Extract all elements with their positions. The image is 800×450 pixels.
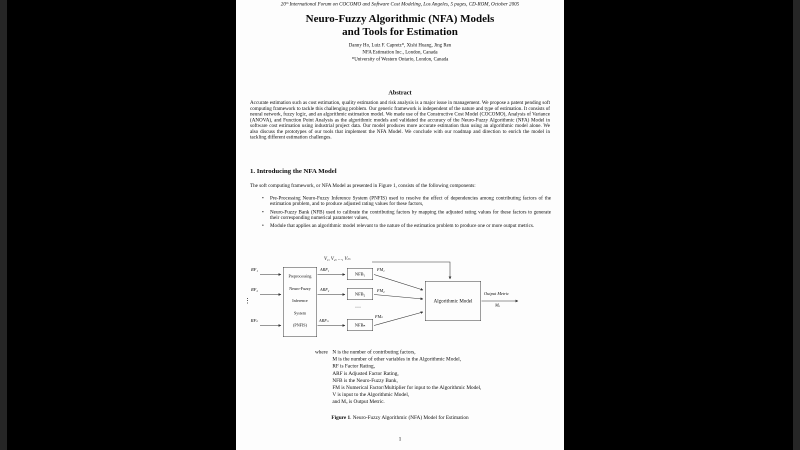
abstract-text: Accurate estimation such as cost estimation, quality estimation and risk analysis is a major issue in management. We propose a patent pending soft computing framework to tackle this challenging problem. Our generic framework is independent of the nature and type of estimation. It consists of neural network, fuzzy logic, and an algorithmic estimation model. We made use of the Constructive Cost Model (COCOMO), Analysis of Variance (ANOVA), and Function Point Analysis as the algorithmic models and validated the accuracy of the Neuro-Fuzzy Algorithmic (NFA) Model in software cost estimation using industrial project data. Our model produces more accurate estimation than using an algorithmic model alone. We also discuss the prototypes of our tools that implement the NFA Model. We conclude with our roadmap and direction to enrich the model in tackling different estimation challenges. (250, 100, 550, 140)
legend-line-arf: ARF is Adjusted Factor Rating, (332, 370, 399, 377)
paper-page-content (236, 0, 564, 450)
bullet-text-module: Module that applies an algorithmic model relevant to the nature of the estimation problem to produce one or more output metrics. (270, 223, 535, 229)
arf1-label: ARF₁ (320, 267, 330, 272)
legend-line-nfb: NFB is the Neuro-Fuzzy Bank, (332, 377, 398, 384)
rf2-label: RF₂ (250, 287, 258, 292)
bullet-item-module (262, 223, 551, 229)
authors-block (236, 42, 564, 63)
paper-title (236, 12, 564, 38)
pnfis-line-5: (PNFIS) (293, 323, 307, 328)
nfb2-box: NFB₂ (347, 288, 373, 300)
pnfis-line-2: Neuro-Fuzzy (289, 286, 311, 291)
legend-line-fm: FM is Numerical Factor/Multiplier for input to the Algorithmic Model, (332, 385, 482, 391)
section-1-heading: 1. Introducing the NFA Model (250, 167, 337, 175)
bullet-text-pnfis: Pre-Processing Neuro-Fuzzy Inference System (PNFIS) used to resolve the effect of dependencies among contributing factors of the estimation problem, and to produce adjusted rating values for these factors, (270, 195, 551, 207)
affiliation-1: NFA Estimation Inc., London, Canada (362, 49, 438, 55)
bullet-item-pnfis (262, 196, 551, 207)
letterbox-left-edge (0, 0, 7, 450)
figure-caption-text: . Neuro-Fuzzy Algorithmic (NFA) Model for Estimation (350, 415, 469, 421)
legend-line-n: N is the number of contributing factors, (332, 349, 416, 355)
bullet-item-nfb (262, 209, 551, 220)
pnfis-line-4: System (293, 310, 307, 316)
page-number: 1 (398, 436, 402, 442)
arfn-label: ARFₙ (319, 318, 329, 323)
nfb1-box: NFB₁ (347, 268, 373, 280)
bullet-marker: • (262, 209, 264, 215)
output-metric-mo-label: Mₒ (495, 302, 500, 308)
abstract-heading: Abstract (388, 89, 412, 96)
bullet-text-nfb: Neuro-Fuzzy Bank (NFB) used to calibrate the contributing factors by mapping the adjusted rating values for these factors to generate their corresponding numerical parameter values, (270, 209, 551, 221)
arf2-label: ARF₂ (320, 287, 330, 292)
figure-1-diagram (236, 252, 564, 344)
paper-title-line-1: Neuro-Fuzzy Algorithmic (NFA) Models (305, 12, 495, 25)
where-word: where (315, 349, 328, 355)
letterbox-right-edge (793, 0, 800, 450)
nfb-ellipsis: … (355, 302, 361, 309)
rfn-label: RFₙ (250, 318, 258, 323)
algorithmic-model-box: Algorithmic Model (425, 281, 481, 321)
legend-line-mo: and Mₒ is Output Metric. (332, 399, 385, 405)
pnfis-line-3: Inference (292, 298, 308, 303)
nfbn-box: NFBₙ (347, 319, 373, 331)
v-inputs-label: V₁, V₂, …, Vₘ (324, 256, 351, 262)
component-bullet-list (262, 196, 551, 232)
bullet-marker: • (262, 223, 264, 229)
figure-caption (236, 415, 564, 421)
fmn-label: FMₙ (375, 314, 383, 319)
affiliation-2: *University of Western Ontario, London, Canada (351, 56, 449, 62)
fm2-label: FM₂ (377, 288, 385, 293)
legend-line-v: V is input to the Algorithmic Model, (332, 392, 410, 398)
rf1-label: RF₁ (250, 267, 258, 272)
legend-line-rf: RF is Factor Rating, (332, 363, 375, 370)
author-names: Danny Ho, Luiz F. Capretz*, Xishi Huang, Jing Ren (348, 42, 452, 48)
bullet-marker: • (262, 195, 264, 201)
figure-legend-lines (332, 349, 481, 406)
section-1-intro: The soft computing framework, or NFA Model as presented in Figure 1, consists of the following components: (250, 183, 476, 189)
running-header: 20ᵗʰ International Forum on COCOMO and Software Cost Modeling, Los Angeles, 5 pages, CD-ROM, October 2005 (280, 1, 520, 7)
output-metric-label: Output Metric (484, 291, 510, 296)
legend-line-m: M is the number of other variables in the Algorithmic Model, (332, 356, 462, 363)
pnfis-box (283, 267, 317, 337)
figure-legend (315, 349, 481, 406)
paper-page (236, 0, 564, 450)
paper-title-line-2: and Tools for Estimation (342, 25, 458, 38)
pnfis-line-1: Preprocessing (288, 274, 312, 279)
fm1-label: FM₁ (377, 267, 385, 272)
figure-caption-number: Figure 1 (331, 415, 351, 421)
rf-vertical-ellipsis: ⋮ (244, 297, 251, 305)
